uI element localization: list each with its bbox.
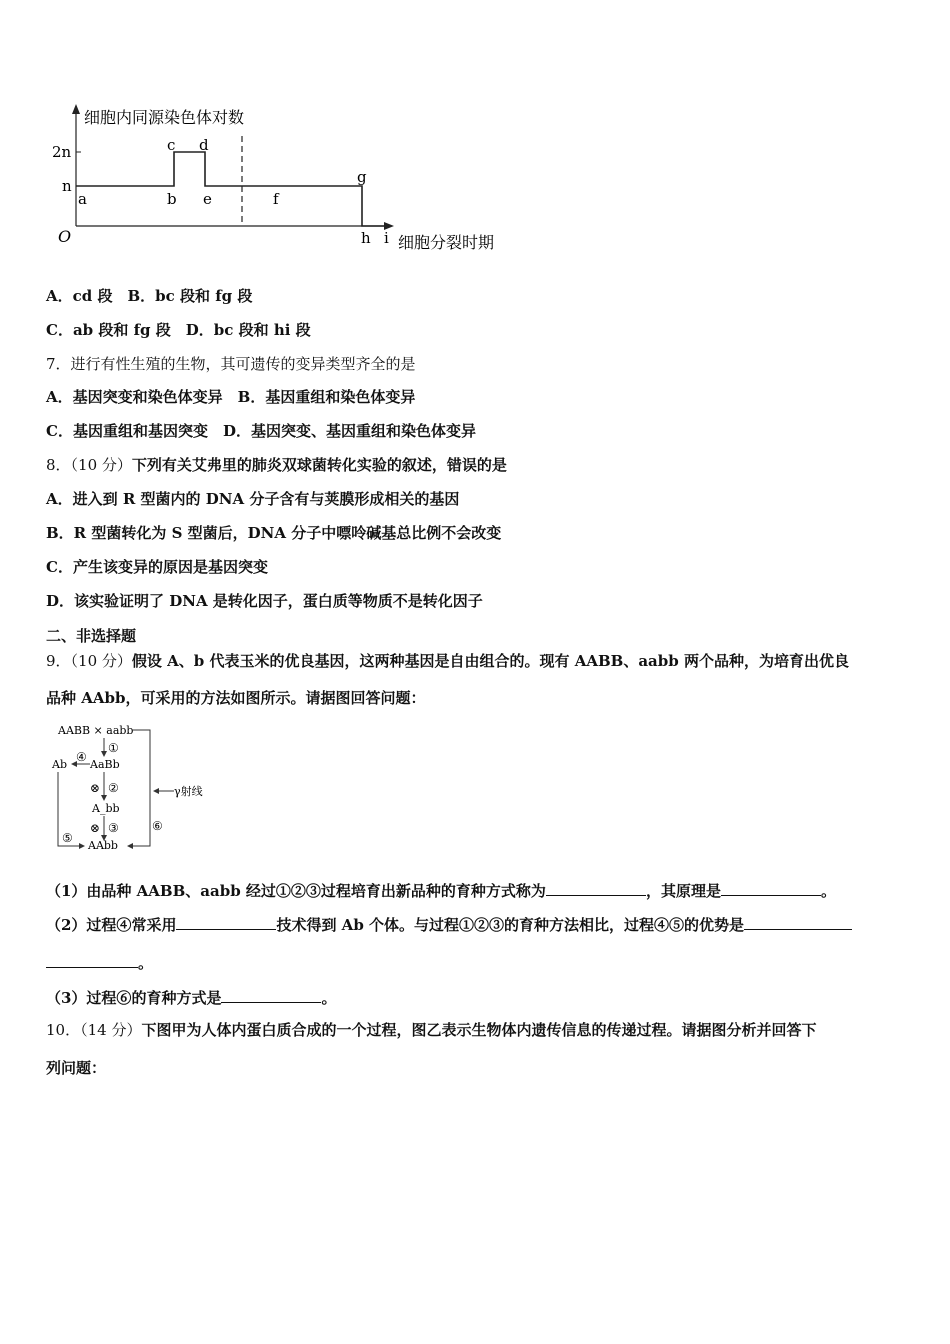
y-axis-label: 细胞内同源染色体对数 bbox=[84, 108, 245, 127]
q9-part2 bbox=[46, 914, 852, 935]
final-label: AAbb bbox=[88, 839, 118, 852]
point-label-i: i bbox=[384, 229, 389, 247]
answer-blank-2[interactable] bbox=[721, 880, 821, 896]
point-label-d: d bbox=[199, 136, 209, 154]
gamma-ray-label: γ射线 bbox=[174, 785, 203, 798]
answer-blank-4[interactable] bbox=[744, 914, 852, 930]
y-axis-arrow bbox=[72, 104, 80, 114]
q9-stem-prefix: 9．（10 分） bbox=[46, 652, 132, 670]
f1-label: AaBb bbox=[90, 758, 120, 771]
q9-part3 bbox=[46, 987, 336, 1008]
q9-part3-text: （3）过程⑥的育种方式是 bbox=[46, 989, 222, 1007]
q10-stem-text: 下图甲为人体内蛋白质合成的一个过程，图乙表示生物体内遗传信息的传递过程。请据图分析并回答下 bbox=[141, 1021, 817, 1039]
answer-blank-3[interactable] bbox=[176, 914, 276, 930]
step-5-label: ⑤ bbox=[62, 831, 73, 845]
answer-blank-4-cont[interactable] bbox=[46, 952, 138, 968]
parents-label: AABB × aabb bbox=[58, 724, 134, 737]
step-1-label: ① bbox=[108, 741, 119, 755]
pair-count-line bbox=[76, 152, 390, 226]
y-tick-n: n bbox=[62, 177, 72, 195]
point-label-e: e bbox=[203, 190, 212, 208]
step-6-label: ⑥ bbox=[152, 819, 163, 833]
ab-label: Ab bbox=[52, 758, 67, 771]
x-axis-label: 细胞分裂时期 bbox=[398, 233, 495, 252]
q8-stem-text: 下列有关艾弗里的肺炎双球菌转化实验的叙述，错误的是 bbox=[131, 456, 507, 474]
q9-stem bbox=[46, 651, 849, 671]
point-label-a: a bbox=[78, 190, 87, 208]
q8-stem-prefix: 8．（10 分） bbox=[46, 456, 132, 474]
q8-option-d: D．该实验证明了 DNA 是转化因子，蛋白质等物质不是转化因子 bbox=[46, 592, 483, 610]
selfing-icon-2: ⊗ bbox=[90, 821, 101, 835]
point-label-b: b bbox=[167, 190, 177, 208]
chromosome-pair-graph bbox=[48, 100, 518, 260]
q9-part2-cont bbox=[46, 952, 153, 973]
step-4-label: ④ bbox=[76, 750, 87, 764]
q9-part1-text: （1）由品种 AABB、aabb 经过①②③过程培育出新品种的育种方式称为 bbox=[46, 882, 546, 900]
q6-options-line2: C．ab 段和 fg 段 D．bc 段和 hi 段 bbox=[46, 321, 311, 339]
point-label-c: c bbox=[167, 136, 176, 154]
q7-stem: 7．进行有性生殖的生物，其可遗传的变异类型齐全的是 bbox=[46, 355, 416, 373]
q7-options-line2: C．基因重组和基因突变 D．基因突变、基因重组和染色体变异 bbox=[46, 422, 476, 440]
q9-part2-text: （2）过程④常采用 bbox=[46, 916, 177, 934]
step-3-label: ③ bbox=[108, 821, 119, 835]
selfing-icon-1: ⊗ bbox=[90, 781, 101, 795]
q8-option-b: B．R 型菌转化为 S 型菌后，DNA 分子中嘌呤碱基总比例不会改变 bbox=[46, 524, 502, 542]
origin-label: O bbox=[58, 227, 72, 246]
q9-part2-text2: 技术得到 Ab 个体。与过程①②③的育种方法相比，过程④⑤的优势是 bbox=[276, 916, 745, 934]
q10-stem-prefix: 10．（14 分） bbox=[46, 1021, 142, 1039]
q6-options-line1: A．cd 段 B．bc 段和 fg 段 bbox=[46, 287, 253, 305]
breeding-diagram bbox=[46, 718, 226, 858]
q9-part1 bbox=[46, 880, 836, 901]
section-heading: 二、非选择题 bbox=[46, 627, 137, 645]
q9-part1-end: 。 bbox=[820, 882, 836, 900]
q9-stem-line2: 品种 AAbb，可采用的方法如图所示。请据图回答问题： bbox=[46, 689, 426, 707]
q10-stem bbox=[46, 1020, 816, 1040]
answer-blank-5[interactable] bbox=[221, 987, 321, 1003]
step-2-label: ② bbox=[108, 781, 119, 795]
y-tick-2n: 2n bbox=[52, 143, 72, 161]
q9-stem-text: 假设 A、b 代表玉米的优良基因，这两种基因是自由组合的。现有 AABB、aabb 两个品种，为培育出优良 bbox=[131, 652, 849, 670]
q10-stem-line2: 列问题： bbox=[46, 1059, 107, 1077]
point-label-g: g bbox=[357, 168, 367, 186]
point-label-f: f bbox=[273, 190, 279, 208]
q7-options-line1: A．基因突变和染色体变异 B．基因重组和染色体变异 bbox=[46, 388, 416, 406]
q8-stem bbox=[46, 455, 507, 475]
answer-blank-1[interactable] bbox=[546, 880, 646, 896]
a-bb-label: A_bb bbox=[92, 802, 120, 815]
q9-part2-end: 。 bbox=[138, 954, 154, 972]
q9-part1-text2: ，其原理是 bbox=[645, 882, 721, 900]
q8-option-c: C．产生该变异的原因是基因突变 bbox=[46, 558, 268, 576]
q9-part3-end: 。 bbox=[321, 989, 337, 1007]
q8-option-a: A．进入到 R 型菌内的 DNA 分子含有与荚膜形成相关的基因 bbox=[46, 490, 460, 508]
point-label-h: h bbox=[361, 229, 371, 247]
